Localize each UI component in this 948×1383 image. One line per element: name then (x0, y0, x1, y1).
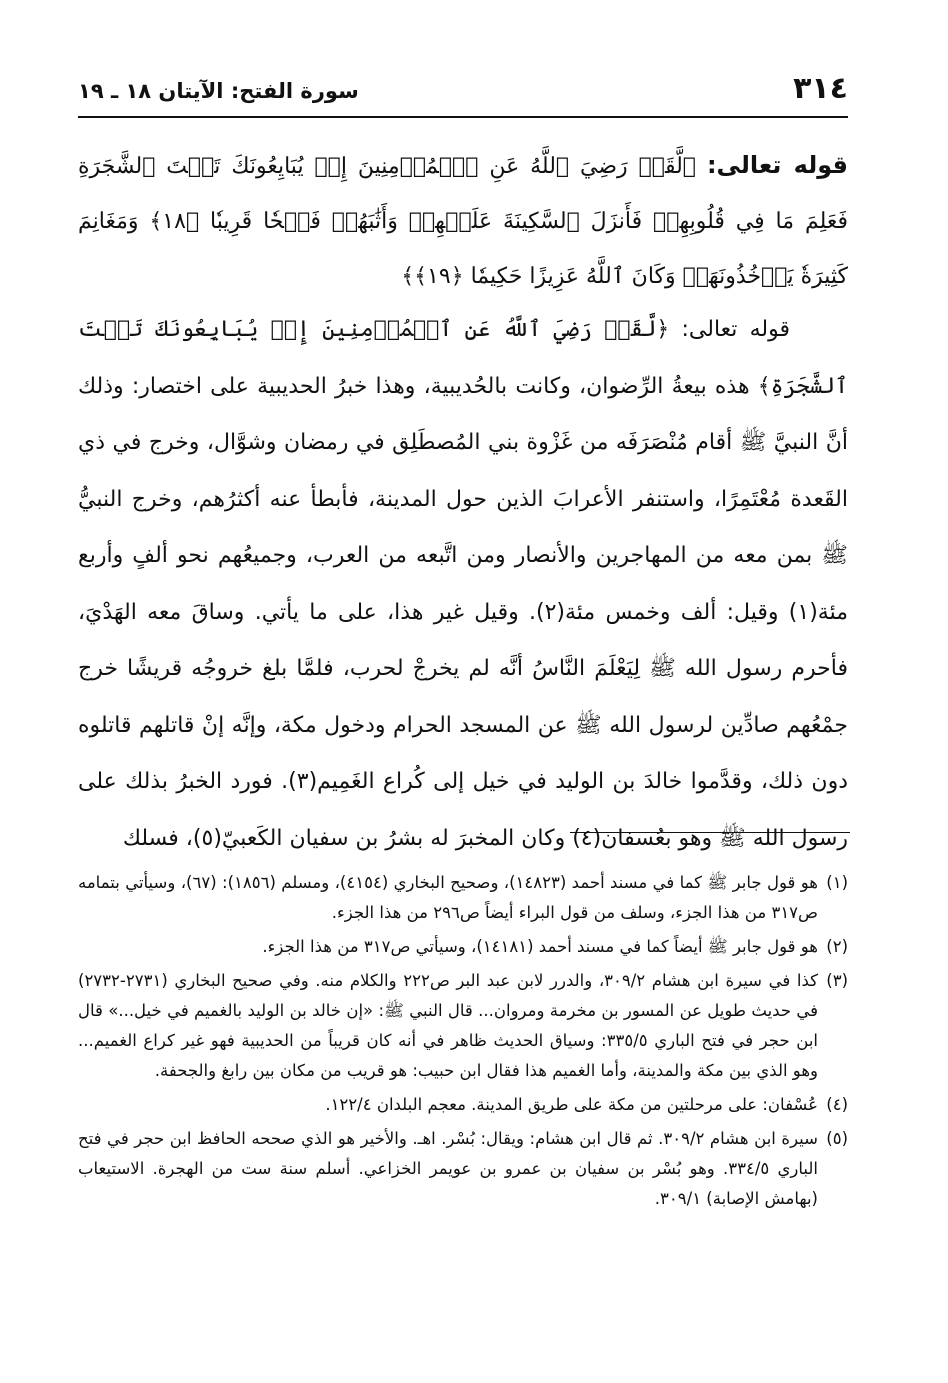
footnote-text: هو قول جابر ﷺ أيضاً كما في مسند أحمد (١٤١٨١)، وسيأتي ص٣١٧ من هذا الجزء. (262, 937, 818, 956)
footnote-text: كذا في سيرة ابن هشام ٣٠٩/٢، والدرر لابن عبد البر ص٢٢٢ والكلام منه. وفي صحيح البخاري (٢٧٣١-٢٧٣٢) في حديث طويل عن المسور بن مخرمة ومروان... قال النبي ﷺ: «إن خالد بن الوليد بالغميم في خيل...» قال ابن حجر في فتح الباري ٣٣٥/٥: وسياق الحديث ظاهر في أنه كان قريباً من الحديبية فهو غير كراع الغميم... وهو الذي بين مكة والمدينة، وأما الغميم هذا فقال ابن حبيب: هو قريب من مكان بين رابغ والجحفة. (78, 971, 819, 1080)
footnote-2 (78, 932, 848, 962)
footnote-text: عُسْفان: على مرحلتين من مكة على طريق المدينة. معجم البلدان ١٢٢/٤. (325, 1095, 818, 1114)
footnote-number: (٤) (826, 1095, 848, 1114)
verse-label: قوله تعالى: (706, 151, 848, 179)
running-title: سورة الفتح: الآيتان ١٨ ـ ١٩ (78, 79, 359, 103)
verse-text: ﴿لَّقَدۡ رَضِيَ ٱللَّهُ عَنِ ٱلۡمُؤۡمِنِينَ إِذۡ يُبَايِعُونَكَ تَحۡتَ ٱلشَّجَرَةِ فَعَلِمَ مَا فِي قُلُوبِهِمۡ فَأَنزَلَ ٱلسَّكِينَةَ عَلَيۡهِمۡ وَأَثَٰبَهُمۡ فَتۡحٗا قَرِيبٗا ﴿١٨﴾ وَمَغَانِمَ كَثِيرَةٗ يَأۡخُذُونَهَاۗ وَكَانَ ٱللَّهُ عَزِيزًا حَكِيمٗا ﴿١٩﴾﴾ (78, 154, 848, 289)
page-header (78, 72, 848, 112)
footnotes (78, 868, 848, 1218)
verse-block (78, 138, 848, 304)
footnote-number: (٣) (826, 971, 848, 990)
footnote-4 (78, 1090, 848, 1120)
footnote-number: (٥) (826, 1129, 848, 1148)
commentary-intro: قوله تعالى: (681, 317, 790, 342)
footnote-5 (78, 1124, 848, 1214)
footnote-3 (78, 966, 848, 1086)
footnote-divider (570, 832, 850, 833)
footnote-number: (٢) (826, 937, 848, 956)
footnote-1 (78, 868, 848, 928)
commentary-body (78, 302, 848, 867)
commentary-quote: ﴿لَّقَدۡ رَضِيَ ٱللَّهُ عَنِ ٱلۡمُؤۡمِنِينَ إِذۡ يُبَايِعُونَكَ تَحۡتَ ٱلشَّجَرَةِ﴾ (78, 317, 848, 399)
commentary-paragraph (78, 302, 848, 867)
footnote-number: (١) (826, 873, 848, 892)
header-divider (78, 116, 848, 118)
footnote-text: سيرة ابن هشام ٣٠٩/٢. ثم قال ابن هشام: ويقال: بُسْر. اهـ. والأخير هو الذي صححه الحافظ ابن حجر في فتح الباري ٣٣٤/٥. وهو بُسْر بن سفيان بن عمرو بن عويمر الخزاعي. أسلم سنة ست من الهجرة. الاستيعاب (بهامش الإصابة) ٣٠٩/١. (78, 1129, 818, 1208)
commentary-text: هذه بيعةُ الرِّضوان، وكانت بالحُديبية، وهذا خبرُ الحديبية على اختصار: وذلك أنَّ النبيَّ ﷺ أقام مُنْصَرَفَه من غَزْوة بني المُصطَلِق في رمضان وشوَّال، وخرج في ذي القَعدة مُعْتَمِرًا، واستنفر الأعرابَ الذين حول المدينة، فأبطأ عنه أكثرُهم، وخرج النبيُّ ﷺ بمن معه من المهاجرين والأنصار ومن اتَّبعه من العرب، وجميعُهم نحو ألفٍ وأربع مئة(١) وقيل: ألف وخمس مئة(٢). وقيل غير هذا، على ما يأتي. وساقَ معه الهَدْيَ، فأحرم رسول الله ﷺ لِيَعْلَمَ النَّاسُ أنَّه لم يخرجْ لحرب، فلمَّا بلغ خروجُه قريشًا خرج جمْعُهم صادِّين لرسول الله ﷺ عن المسجد الحرام ودخول مكة، وإنَّه إنْ قاتلهم قاتلوه دون ذلك، وقدَّموا خالدَ بن الوليد في خيل إلى كُراع الغَمِيم(٣). فورد الخبرُ بذلك على رسول الله ﷺ وهو بعُسفان(٤) وكان المخبرَ له بشرُ بن سفيان الكَعبيّ(٥)، فسلك (78, 373, 848, 851)
page-number: ٣١٤ (793, 71, 848, 106)
footnote-text: هو قول جابر ﷺ كما في مسند أحمد (١٤٨٢٣)، وصحيح البخاري (٤١٥٤)، ومسلم (١٨٥٦): (٦٧)، وسيأتي بتمامه ص٣١٧ من هذا الجزء، وسلف من قول البراء أيضاً ص٢٩٦ من هذا الجزء. (78, 873, 818, 922)
